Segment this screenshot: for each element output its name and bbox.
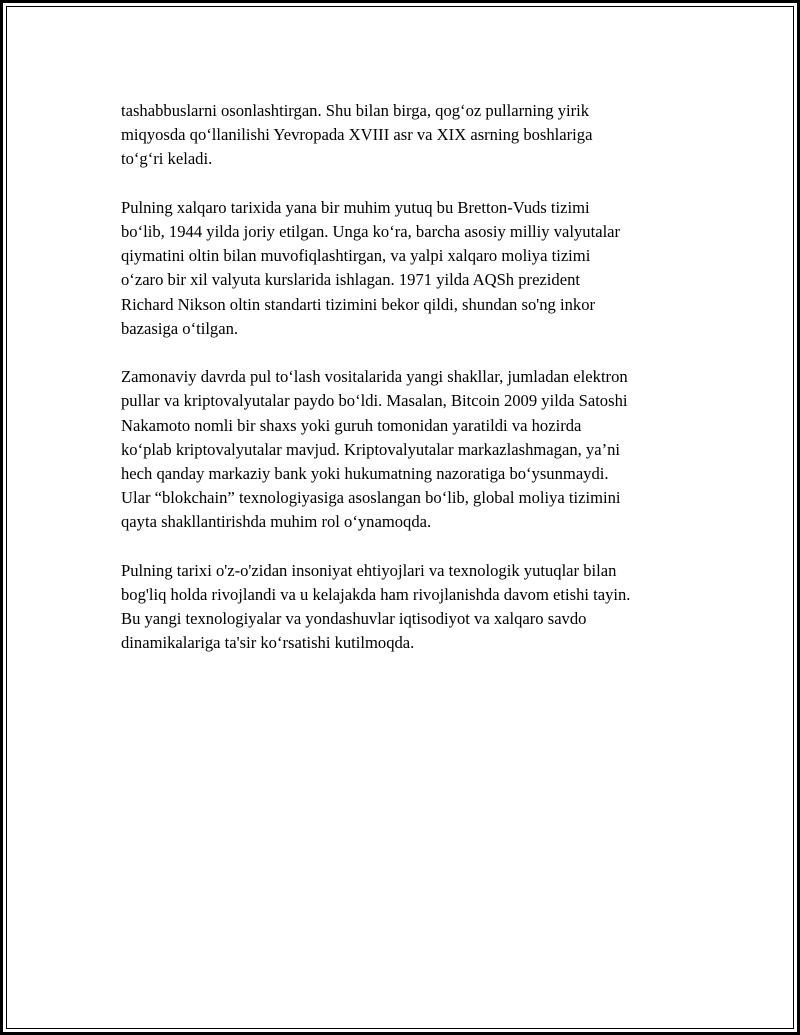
text-line: bazasiga o‘tilgan. — [121, 318, 239, 338]
paragraph — [121, 365, 706, 534]
text-line: miqyosda qo‘llanilishi Yevropada XVIII asr va XIX asrning boshlariga — [121, 125, 593, 145]
text-line: qayta shakllantirishda muhim rol o‘ynamoqda. — [121, 512, 432, 532]
text-line: tashabbuslarni osonlashtirgan. Shu bilan birga, qog‘oz pullarning yirik — [121, 101, 590, 120]
paragraph — [121, 99, 706, 172]
text-line: Pulning tarixi o'z-o'zidan insoniyat ehtiyojlari va texnologik yutuqlar bilan — [121, 560, 617, 580]
document-body — [121, 99, 706, 680]
paragraph — [121, 559, 706, 656]
text-line: Nakamoto nomli bir shaxs yoki guruh tomonidan yaratildi va hozirda — [121, 415, 582, 435]
text-line: bo‘lib, 1944 yilda joriy etilgan. Unga ko‘ra, barcha asosiy milliy valyutalar — [121, 222, 621, 241]
text-line: Ular “blokchain” texnologiyasiga asoslangan bo‘lib, global moliya tizimini — [121, 488, 621, 508]
text-line: pullar va kriptovalyutalar paydo bo‘ldi. Masalan, Bitcoin 2009 yilda Satoshi — [121, 391, 628, 411]
text-line: ko‘plab kriptovalyutalar mavjud. Kriptovalyutalar markazlashmagan, ya’ni — [121, 439, 621, 459]
text-line: Zamonaviy davrda pul to‘lash vositalarida yangi shakllar, jumladan elektron — [121, 367, 628, 387]
text-line: Pulning xalqaro tarixida yana bir muhim yutuq bu Bretton-Vuds tizimi — [121, 197, 590, 217]
text-line: qiymatini oltin bilan muvofiqlashtirgan, va yalpi xalqaro moliya tizimi — [121, 246, 591, 266]
text-line: hech qanday markaziy bank yoki hukumatning nazoratiga bo‘ysunmaydi. — [121, 464, 609, 484]
text-line: dinamikalariga ta'sir ko‘rsatishi kutilmoqda. — [121, 633, 415, 653]
text-line: Richard Nikson oltin standarti tizimini bekor qildi, shundan so'ng inkor — [121, 294, 596, 314]
text-line: o‘zaro bir xil valyuta kurslarida ishlagan. 1971 yilda AQSh prezident — [121, 270, 580, 290]
text-line: bog'liq holda rivojlandi va u kelajakda ham rivojlanishda davom etishi tayin. — [121, 585, 631, 605]
text-line: to‘g‘ri keladi. — [121, 149, 213, 169]
text-line: Bu yangi texnologiyalar va yondashuvlar iqtisodiyot va xalqaro savdo — [121, 609, 587, 629]
paragraph — [121, 196, 706, 341]
